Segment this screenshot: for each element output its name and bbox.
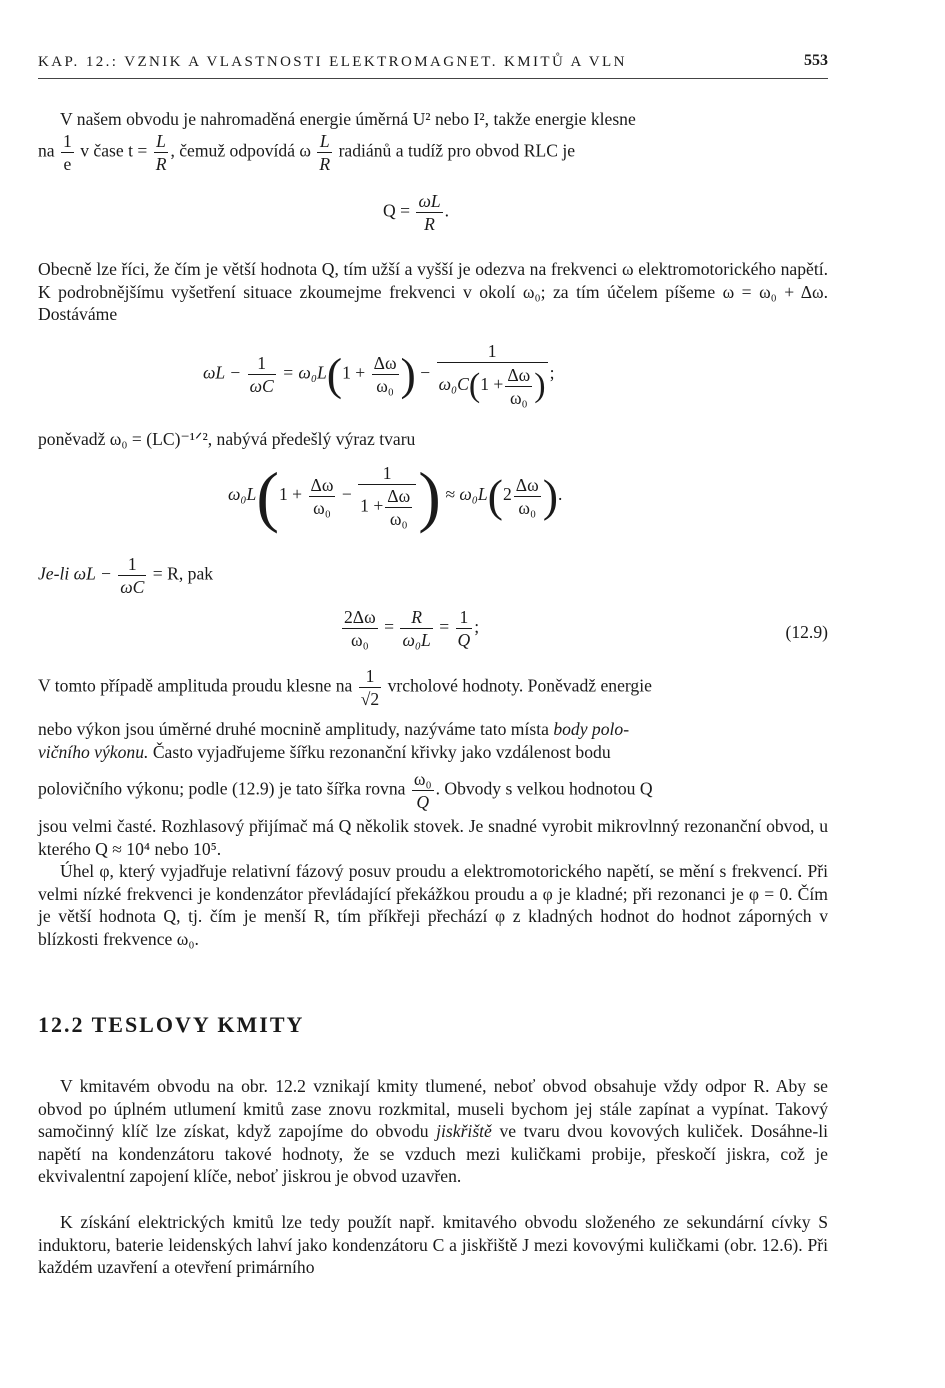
fraction-dw-over-w0 [385, 485, 412, 530]
term: ωL − [203, 362, 242, 383]
denominator: ω₀ [350, 630, 369, 650]
fraction-dw-over-w0 [372, 352, 399, 397]
running-header [38, 52, 828, 79]
text-fragment: , čemuž odpovídá ω [170, 140, 312, 161]
numerator: ωL [418, 191, 441, 211]
denominator: ω₀ [509, 387, 528, 408]
running-title: KAP. 12.: VZNIK A VLASTNOSTI ELEKTROMAGNET. KMITŮ A VLN [38, 54, 627, 70]
numerator: 1 [359, 665, 381, 688]
paragraph-since [38, 428, 828, 451]
fraction-wL-over-R [416, 190, 442, 235]
denominator: R [424, 214, 435, 234]
fraction-1-over-wC [248, 352, 276, 397]
punctuation: ; [474, 616, 480, 637]
term: 1 + [480, 374, 504, 395]
denominator: e [63, 154, 72, 174]
denominator: R [155, 154, 167, 174]
paragraph-generalization [38, 258, 828, 326]
paragraph-text: poněvadž ω₀ = (LC)⁻¹ᐟ², nabývá předešlý výraz tvaru [38, 429, 416, 449]
denominator: ω₀ [313, 497, 331, 518]
section-title: 12.2 TESLOVY KMITY [38, 1012, 305, 1037]
numerator: ω₀ [413, 769, 432, 789]
equation-q-factor [383, 190, 449, 235]
operator: − [420, 362, 431, 383]
fraction-1-over-Q [456, 606, 473, 651]
emphasis: jiskřiště [436, 1121, 492, 1141]
numerator: R [400, 606, 432, 629]
text-fragment: nebo výkon jsou úměrné druhé mocnině amplitudy, nazýváme tato místa [38, 719, 549, 739]
numerator: Δω [373, 353, 397, 373]
fraction-L-over-R-2 [317, 130, 332, 175]
paragraph-half-power [38, 718, 828, 763]
equation-lhs: Q = [383, 200, 411, 221]
text-fragment: na [38, 140, 55, 161]
equation-expansion [203, 340, 554, 409]
operator: − [341, 484, 352, 505]
emphasis: body polo- [553, 719, 630, 739]
numerator: 1 [456, 606, 473, 629]
fraction-dw-over-w0 [514, 474, 541, 519]
term: ω₀C [438, 374, 469, 395]
term: Je-li ωL − [38, 563, 112, 584]
term: 1 + [342, 362, 366, 383]
numerator: 1 [118, 553, 146, 576]
term: = ω₀L [282, 362, 327, 383]
numerator: L [317, 130, 332, 153]
text-fragment: V kmitavém obvodu na obr. 12.2 vznikají kmity tlumené, neboť obvod obsahuje vždy odpor R. Aby se obvod po úplném utlumení kmitů zase znovu rozkmital, museli bychom jej stále zapínat a vypínat. Takový samočinný klíč lze získat, když zapojíme do obvodu [38, 1076, 828, 1141]
text-fragment: ve tvaru dvou kovových kuliček. Dosáhne-li napětí na kondenzátoru takové hodnoty, že se vzduch mezi kuličkami probije, přeskočí jiskra, což je ekvivalentní zapojení klíče, neboť jiskrou je obvod uzavřen. [38, 1121, 828, 1186]
denominator [358, 485, 416, 530]
fraction-dw-over-w0 [309, 474, 336, 519]
numerator: L [154, 130, 169, 153]
equation-number: (12.9) [785, 622, 828, 642]
paragraph-q-values [38, 815, 828, 860]
paren-close: ) [542, 470, 559, 521]
paren-open: ( [256, 458, 279, 534]
denominator: Q [416, 792, 430, 812]
page [38, 0, 828, 1388]
page-number: 553 [804, 52, 828, 69]
paragraph-text: Úhel φ, který vyjadřuje relativní fázový posuv proudu a elektromotorického napětí, se mění s frekvencí. Při velmi nízké frekvenci je kondenzátor převládající překážkou proudu a φ je kladné; při rezonanci je φ = 0. Čím je větší hodnota Q, tj. čím je menší R, tím příkřeji přechází φ z kladných hodnot do hodnot záporných v blízkosti frekvence ω₀. [38, 861, 828, 949]
paragraph-tesla-intro [38, 1075, 828, 1188]
paragraph-text: K získání elektrických kmitů lze tedy použít např. kmitavého obvodu složeného ze sekundární cívky S induktoru, baterie leidenských lahví jako kondenzátoru C a jiskřiště J mezi kovovými kuličkami (obr. 12.6). Při každém uzavření a otevření primárního [38, 1212, 828, 1277]
fraction-2dw-over-w0 [342, 606, 378, 651]
fraction-R-over-w0L [400, 606, 432, 651]
equation-approximation [228, 458, 563, 534]
term: 1 + [360, 495, 384, 516]
punctuation: . [444, 200, 450, 221]
denominator: √2 [360, 689, 380, 709]
denominator: ω₀L [402, 630, 431, 650]
fraction-w0-over-Q [412, 768, 434, 813]
text-fragment: v čase t = [80, 140, 148, 161]
text-fragment: vrcholové hodnoty. Poněvadž energie [387, 675, 652, 696]
punctuation: . [558, 484, 563, 505]
inline-formula-line [38, 768, 653, 813]
denominator: Q [457, 630, 471, 650]
paren-open: ( [326, 348, 343, 400]
condition-line [38, 553, 213, 598]
text-fragment: Často vyjadřujeme šířku rezonanční křivky jako vzdálenost bodu [152, 741, 611, 762]
numerator: Δω [507, 364, 531, 385]
fraction-1-over-wC [118, 553, 146, 598]
numerator: Δω [515, 474, 539, 495]
numerator: 2Δω [344, 607, 376, 627]
fraction-dw-over-w0 [505, 364, 532, 409]
numerator: 1 [437, 340, 548, 363]
paren-open: ( [487, 470, 503, 521]
fraction-1-over-expr [358, 462, 416, 530]
text-line: V našem obvodu je nahromaděná energie úměrná U² nebo I², takže energie klesne [60, 109, 636, 129]
numerator: Δω [387, 486, 411, 506]
paragraph-energy [38, 108, 828, 131]
fraction-1-over-w0C-expr [437, 340, 548, 409]
term: ≈ ω₀L [445, 484, 488, 505]
equation-12-9 [340, 606, 479, 651]
numerator: 1 [63, 131, 72, 151]
denominator: ω₀ [376, 376, 394, 396]
term: 2 [502, 484, 512, 505]
paragraph-text: Obecně lze říci, že čím je větší hodnota Q, tím užší a vyšší je odezva na frekvenci ω elektromotorického napětí. K podrobnějšímu vyšetření situace zkoumejme frekvenci v okolí ω₀; za tím účelem píšeme ω = ω₀ + Δω. Dostáváme [38, 259, 828, 324]
paren-open: ( [468, 367, 481, 404]
text-fragment: V tomto případě amplituda proudu klesne na [38, 675, 353, 696]
term: ω₀L [228, 484, 257, 505]
operator: = [439, 616, 450, 637]
text-fragment: radiánů a tudíž pro obvod RLC je [338, 140, 576, 161]
denominator: ω₀ [389, 509, 408, 529]
numerator: Δω [310, 474, 334, 495]
numerator: 1 [358, 462, 416, 485]
term: = R, pak [152, 563, 214, 584]
paren-close: ) [418, 458, 441, 534]
term: 1 + [278, 484, 303, 505]
emphasis: vičního výkonu. [38, 741, 149, 762]
fraction-1-over-sqrt2 [359, 665, 381, 710]
denominator [437, 363, 548, 409]
punctuation: ; [549, 362, 555, 383]
denominator: ωC [120, 577, 145, 597]
inline-formula-line [38, 665, 652, 710]
operator: = [384, 616, 395, 637]
denominator: R [319, 154, 331, 174]
paragraph-phase-angle [38, 860, 828, 950]
paragraph-tesla-circuit [38, 1211, 828, 1279]
paragraph-text: jsou velmi časté. Rozhlasový přijímač má Q několik stovek. Je snadné vyrobit mikrovlnný rezonanční obvod, u kterého Q ≈ 10⁴ nebo 10⁵. [38, 816, 828, 859]
fraction-one-over-e [61, 130, 74, 175]
paren-close: ) [534, 367, 546, 404]
text-fragment: . Obvody s velkou hodnotou Q [435, 778, 653, 799]
inline-formula-line [38, 130, 575, 175]
text-fragment: polovičního výkonu; podle (12.9) je tato šířka rovna [38, 778, 406, 799]
denominator: ω₀ [518, 497, 537, 518]
denominator: ωC [249, 376, 274, 396]
fraction-L-over-R [154, 130, 169, 175]
paren-close: ) [400, 348, 416, 400]
numerator: 1 [248, 352, 276, 375]
